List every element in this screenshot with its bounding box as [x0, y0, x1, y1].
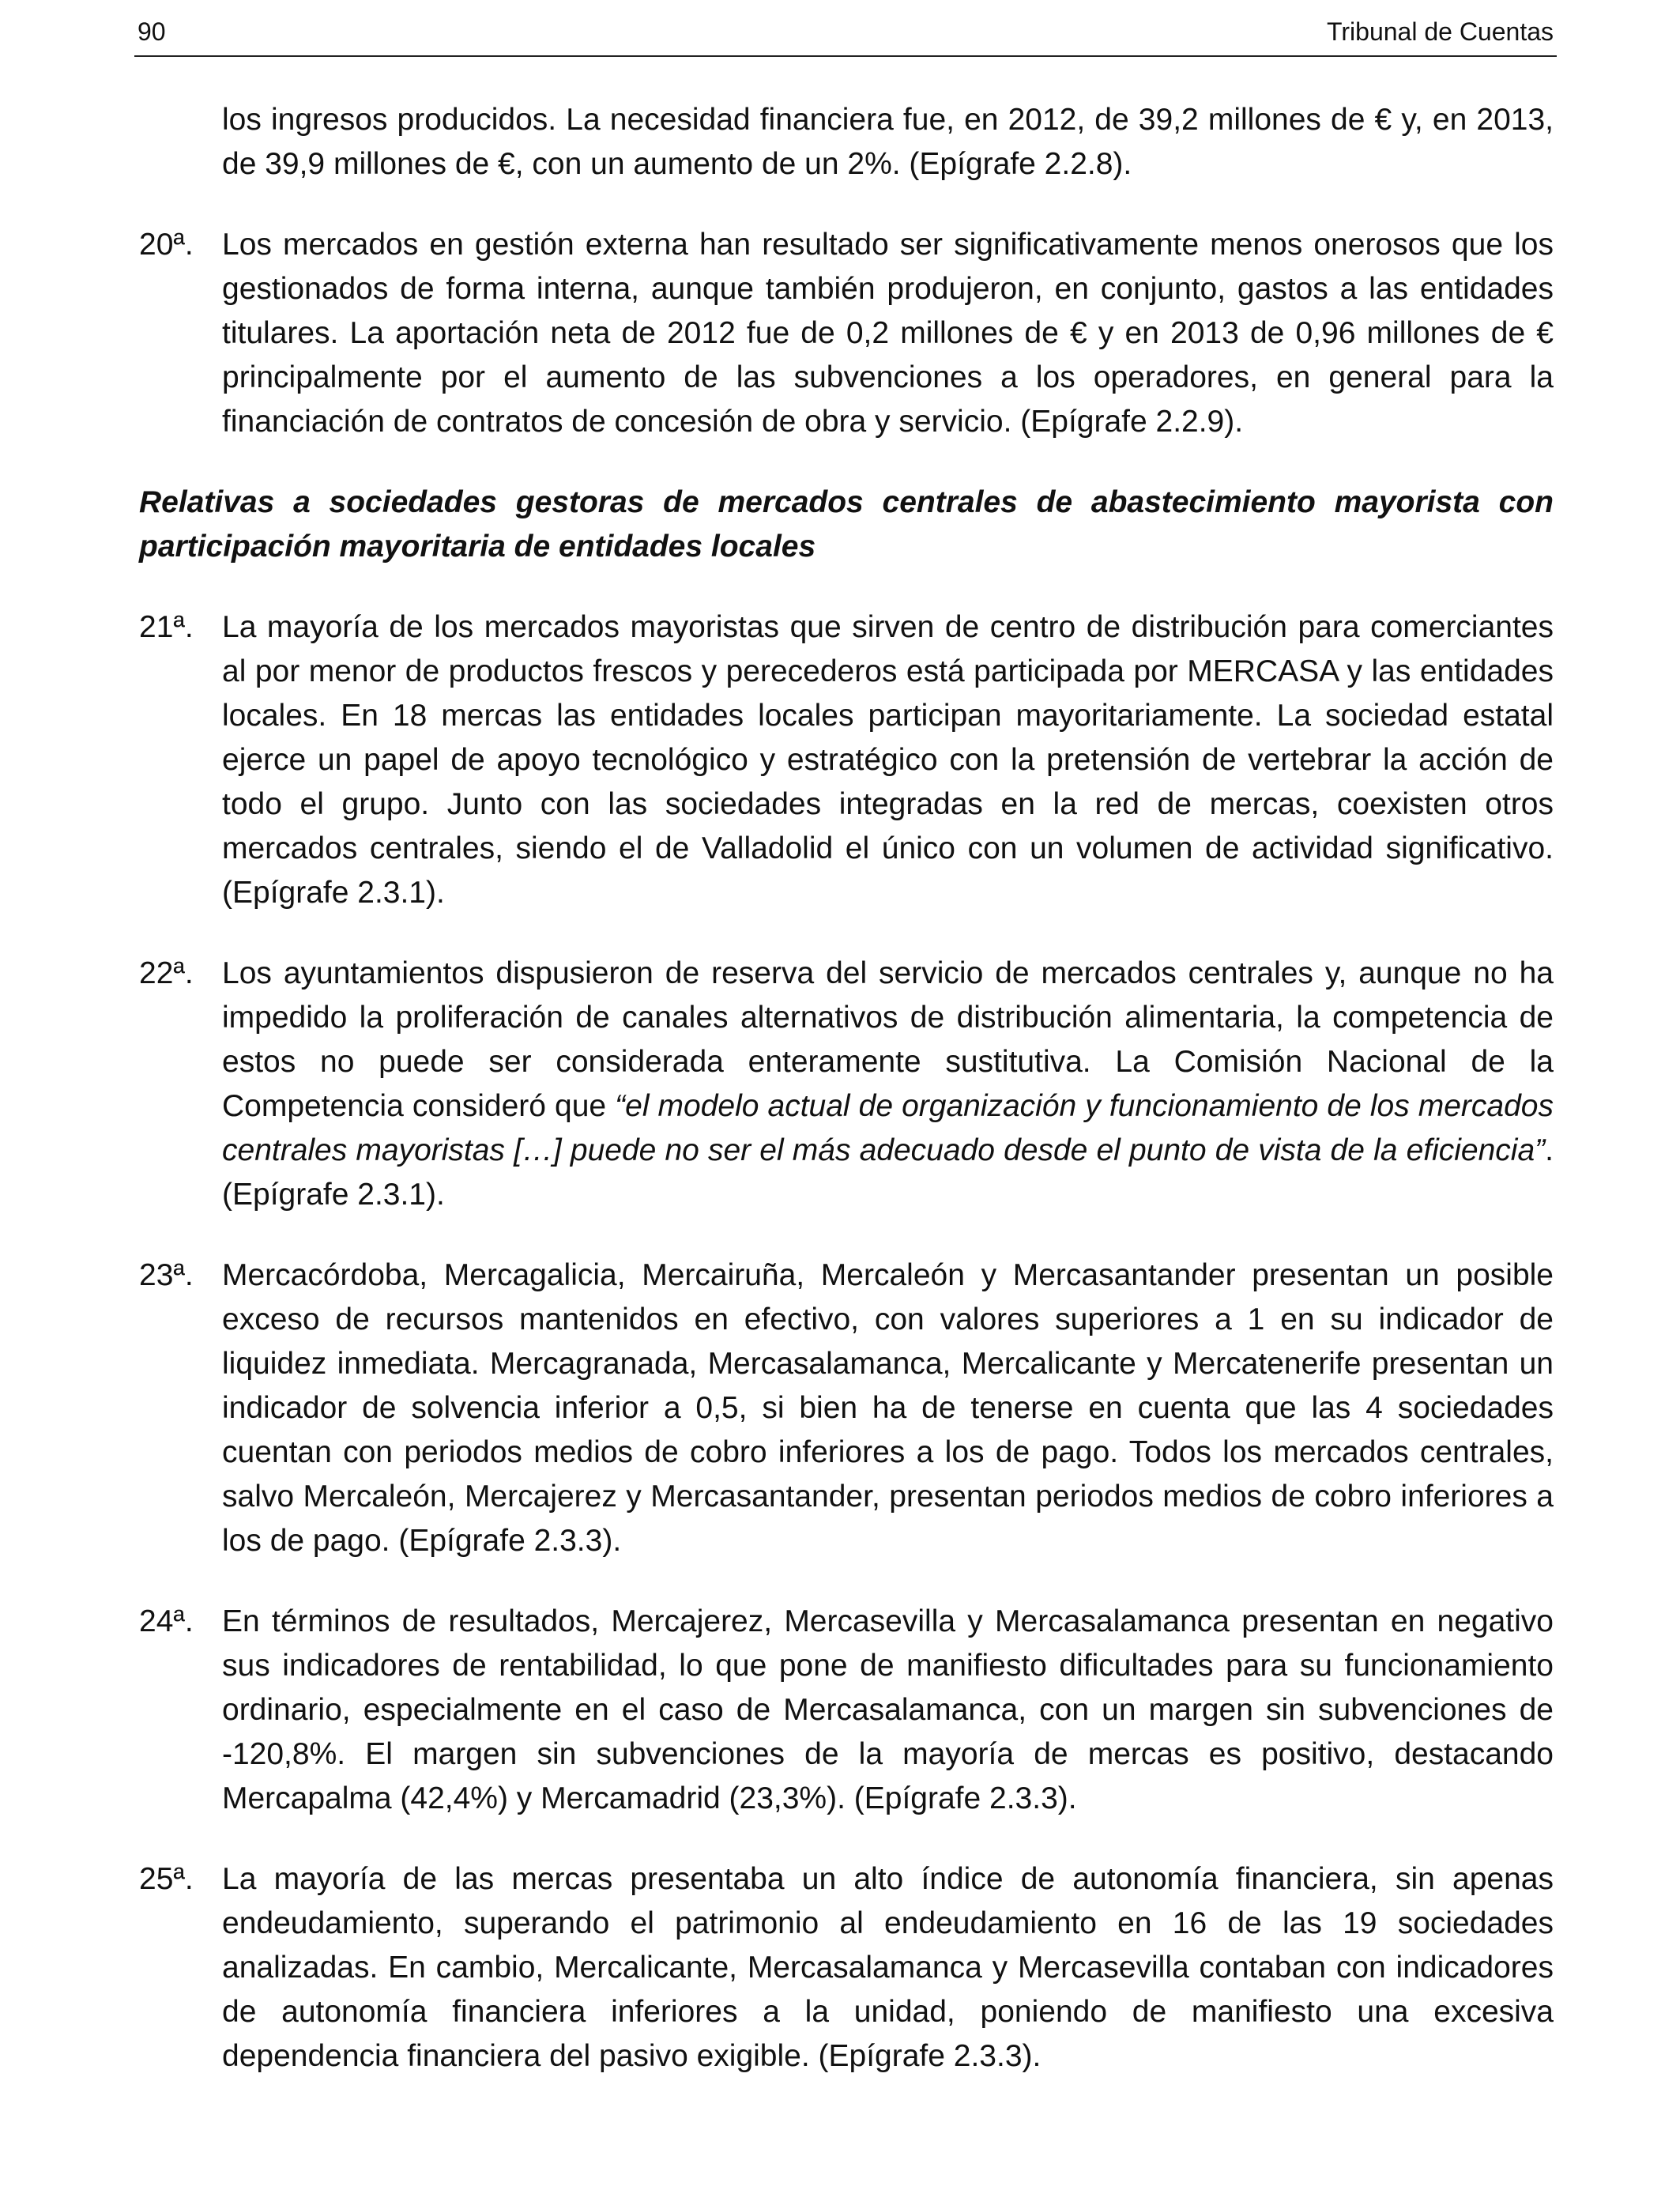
- document-body: [139, 98, 1554, 2115]
- conclusion-item-23: [139, 1253, 1554, 1563]
- item-quote: “el modelo actual de organización y funcionamiento de los mercados centrales mayoristas […] puede no ser el más adecuado desde el punto de vista de la eficiencia”: [222, 1089, 1554, 1167]
- item-number: 23ª.: [139, 1258, 194, 1292]
- page-header: [134, 14, 1557, 57]
- conclusion-item-20: [139, 223, 1554, 444]
- section-heading: Relativas a sociedades gestoras de mercados centrales de abastecimiento mayorista con participación mayoritaria de entidades locales: [139, 485, 1554, 564]
- page-number: 90: [137, 17, 166, 46]
- item-text: La mayoría de las mercas presentaba un alto índice de autonomía financiera, sin apenas endeudamiento, superando el patrimonio al endeudamiento en 16 de las 19 sociedades analizadas. En cambio, Mercalicante, Mercasalamanca y Mercasevilla contaban con indicadores de autonomía financiera inferiores a la unidad, poniendo de manifiesto una excesiva dependencia financiera del pasivo exigible. (Epígrafe 2.3.3).: [222, 1862, 1554, 2073]
- item-number: 22ª.: [139, 956, 194, 990]
- conclusion-item-21: [139, 605, 1554, 915]
- item-text: Los ayuntamientos dispusieron de reserva del servicio de mercados centrales y, aunque no ha impedido la proliferación de canales alternativos de distribución alimentaria, la competencia de estos no puede ser considerada enteramente sustitutiva. La Comisión Nacional de la Competencia consideró que: [222, 956, 1554, 1123]
- item-number: 20ª.: [139, 228, 194, 262]
- conclusion-item-24: [139, 1600, 1554, 1821]
- item-text: En términos de resultados, Mercajerez, Mercasevilla y Mercasalamanca presentan en negativo sus indicadores de rentabilidad, lo que pone de manifiesto dificultades para su funcionamiento ordinario, especialmente en el caso de Mercasalamanca, con un margen sin subvenciones de -120,8%. El margen sin subvenciones de la mayoría de mercas es positivo, destacando Mercapalma (42,4%) y Mercamadrid (23,3%). (Epígrafe 2.3.3).: [222, 1604, 1554, 1815]
- item-number: 25ª.: [139, 1862, 194, 1896]
- item-text: Mercacórdoba, Mercagalicia, Mercairuña, Mercaleón y Mercasantander presentan un posible exceso de recursos mantenidos en efectivo, con valores superiores a 1 en su indicador de liquidez inmediata. Mercagranada, Mercasalamanca, Mercalicante y Mercatenerife presentan un indicador de solvencia inferior a 0,5, si bien ha de tenerse en cuenta que las 4 sociedades cuentan con periodos medios de cobro inferiores a los de pago. Todos los mercados centrales, salvo Mercaleón, Mercajerez y Mercasantander, presentan periodos medios de cobro inferiores a los de pago. (Epígrafe 2.3.3).: [222, 1258, 1554, 1558]
- conclusion-item-25: [139, 1857, 1554, 2079]
- item-number: 24ª.: [139, 1604, 194, 1638]
- conclusion-item-22: [139, 952, 1554, 1217]
- item-text-end: . (Epígrafe 2.3.1).: [222, 1133, 1554, 1212]
- item-text: La mayoría de los mercados mayoristas que sirven de centro de distribución para comerciantes al por menor de productos frescos y perecederos está participada por MERCASA y las entidades locales. En 18 mercas las entidades locales participan mayoritariamente. La sociedad estatal ejerce un papel de apoyo tecnológico y estratégico con la pretensión de vertebrar la acción de todo el grupo. Junto con las sociedades integradas en la red de mercas, coexisten otros mercados centrales, siendo el de Valladolid el único con un volumen de actividad significativo. (Epígrafe 2.3.1).: [222, 610, 1554, 910]
- continuation-paragraph: los ingresos producidos. La necesidad financiera fue, en 2012, de 39,2 millones de € y, en 2013, de 39,9 millones de €, con un aumento de un 2%. (Epígrafe 2.2.8).: [222, 103, 1554, 181]
- item-text: Los mercados en gestión externa han resultado ser significativamente menos onerosos que los gestionados de forma interna, aunque también produjeron, en conjunto, gastos a las entidades titulares. La aportación neta de 2012 fue de 0,2 millones de € y en 2013 de 0,96 millones de € principalmente por el aumento de las subvenciones a los operadores, en general para la financiación de contratos de concesión de obra y servicio. (Epígrafe 2.2.9).: [222, 228, 1554, 439]
- item-number: 21ª.: [139, 610, 194, 644]
- running-title: Tribunal de Cuentas: [1327, 17, 1554, 46]
